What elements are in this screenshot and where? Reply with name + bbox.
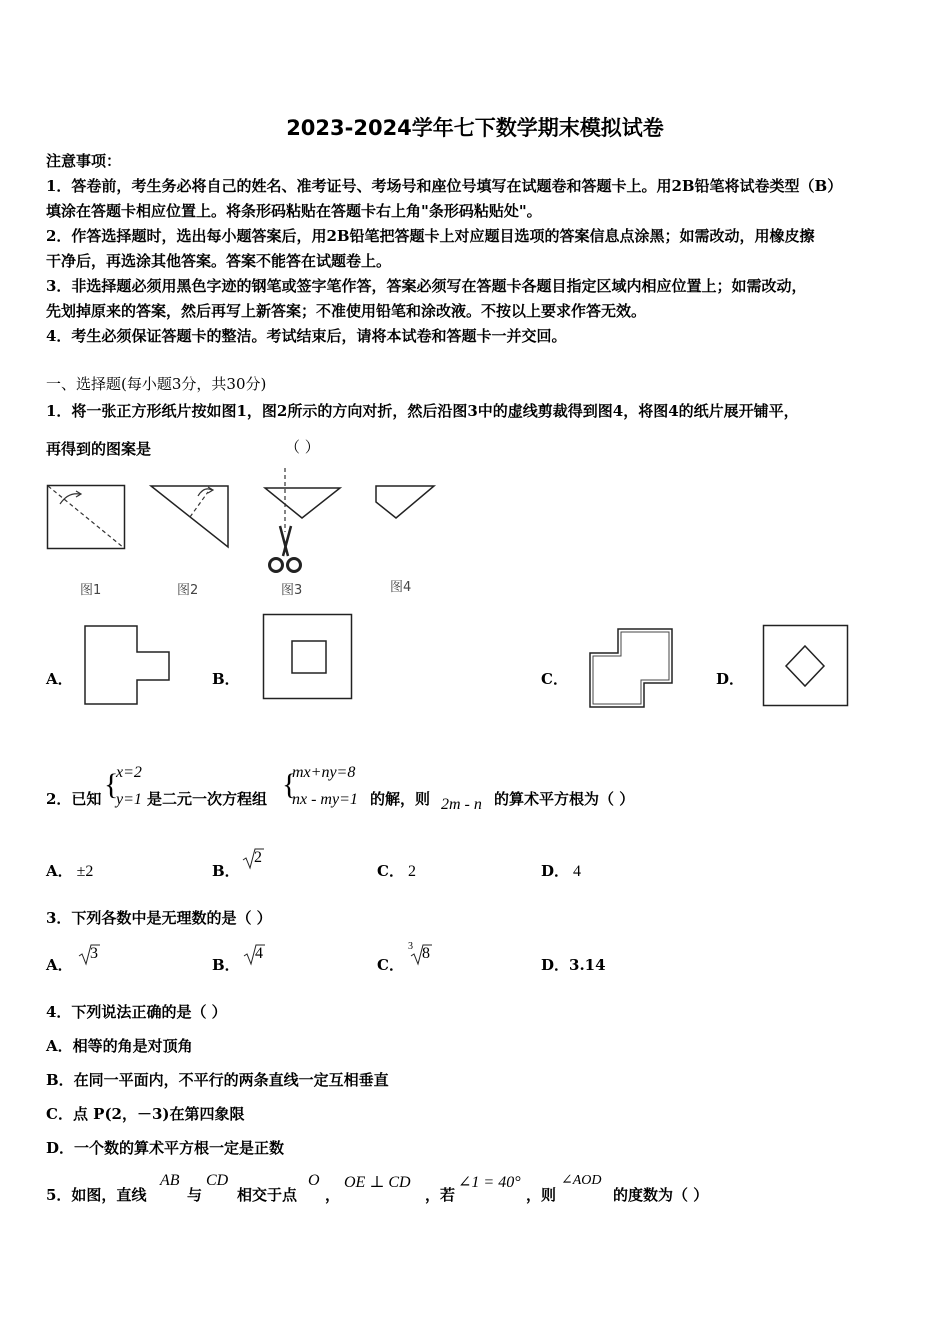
figure-3-label: 图3 — [281, 583, 303, 598]
q2-brace-2: { — [282, 768, 297, 801]
notice-line: 1．答卷前，考生务必将自己的姓名、准考证号、考场号和座位号填写在试题卷和答题卡上。用2B铅笔将试卷类型（B） — [46, 177, 843, 195]
q2-stem-start: 2．已知 — [46, 790, 102, 808]
q2-stem-end: 的算术平方根为（ ） — [494, 790, 635, 808]
q1-option-b-label[interactable]: B． — [212, 670, 240, 688]
q5-stem-start: 5．如图，直线 — [46, 1186, 147, 1204]
q2-equation-1: mx+ny=8 — [292, 764, 356, 781]
q5-angle-aod: ∠AOD — [561, 1173, 602, 1188]
q2-equation-2: nx - my=1 — [292, 791, 358, 808]
q2-option-d[interactable]: D． 4 — [541, 862, 582, 880]
q5-stem: ，则 — [526, 1186, 557, 1204]
q5-stem: 相交于点 — [237, 1186, 298, 1204]
q4-option-a[interactable]: A．相等的角是对顶角 — [46, 1037, 193, 1055]
q2-brace-1: { — [104, 768, 119, 801]
q3-stem: 3．下列各数中是无理数的是（ ） — [46, 909, 272, 927]
q5-point-o: O — [308, 1172, 320, 1189]
q5-line-ab: AB — [160, 1172, 180, 1189]
figure-2 — [150, 484, 232, 552]
section-heading: 一、选择题(每小题3分，共30分) — [46, 375, 267, 393]
q4-option-d[interactable]: D．一个数的算术平方根一定是正数 — [46, 1139, 285, 1157]
figure-4 — [374, 484, 438, 524]
q2-option-a[interactable]: A． ±2 — [46, 862, 94, 880]
q2-option-c[interactable]: C． 2 — [377, 862, 416, 880]
figure-4-label: 图4 — [390, 580, 412, 595]
figure-1-label: 图1 — [80, 583, 102, 598]
q3-option-d[interactable]: D．3.14 — [541, 956, 606, 974]
q3-option-a-label[interactable]: A． — [46, 956, 73, 974]
q1-option-d-figure[interactable] — [762, 624, 850, 708]
q1-option-c-label[interactable]: C． — [541, 670, 568, 688]
q1-option-b-figure[interactable] — [262, 613, 354, 701]
notice-line: 2．作答选择题时，选出每小题答案后，用2B铅笔把答题卡上对应题目选项的答案信息点涂黑；如需改动，用橡皮擦 — [46, 227, 815, 245]
figure-2-label: 图2 — [177, 583, 199, 598]
notice-line: 4．考生必须保证答题卡的整洁。考试结束后，请将本试卷和答题卡一并交回。 — [46, 327, 567, 345]
q1-answer-paren: （ ） — [285, 438, 320, 456]
notice-line: 填涂在答题卡相应位置上。将条形码粘贴在答题卡右上角"条形码粘贴处"。 — [46, 202, 542, 220]
q2-option-b-value[interactable]: 2 — [254, 849, 262, 866]
q1-option-d-label[interactable]: D． — [716, 670, 745, 688]
q2-stem-mid: 是二元一次方程组 — [147, 790, 268, 808]
q4-stem: 4．下列说法正确的是（ ） — [46, 1003, 227, 1021]
notice-heading: 注意事项： — [46, 152, 122, 170]
q5-perpendicular: OE ⊥ CD — [344, 1174, 411, 1191]
notice-line: 3．非选择题必须用黑色字迹的钢笔或签字笔作答，答案必须写在答题卡各题目指定区域内相应位置上；如需改动， — [46, 277, 807, 295]
q5-stem: ， — [325, 1186, 341, 1204]
q4-option-b[interactable]: B．在同一平面内，不平行的两条直线一定互相垂直 — [46, 1071, 389, 1089]
q2-stem-tail: 的解，则 — [370, 790, 431, 808]
q1-stem-2: 再得到的图案是 — [46, 440, 152, 458]
notice-line: 干净后，再选涂其他答案。答案不能答在试题卷上。 — [46, 252, 392, 270]
q2-solution-y: y=1 — [116, 791, 142, 808]
q3-option-c-label[interactable]: C． — [377, 956, 404, 974]
q3-option-c-value[interactable]: 8 — [422, 945, 430, 962]
q4-option-c[interactable]: C．点 P(2，－3)在第四象限 — [46, 1105, 245, 1123]
q5-stem-end: 的度数为（ ） — [613, 1186, 709, 1204]
q5-stem: 与 — [187, 1186, 203, 1204]
figure-1 — [46, 484, 128, 552]
q5-angle-1: ∠1 = 40° — [458, 1174, 521, 1191]
q1-stem: 1．将一张正方形纸片按如图1，图2所示的方向对折，然后沿图3中的虚线剪裁得到图4，将图4的纸片展开铺平， — [46, 402, 799, 420]
q1-option-c-figure[interactable] — [588, 627, 676, 711]
notice-line: 先划掉原来的答案，然后再写上新答案；不准使用铅笔和涂改液。不按以上要求作答无效。 — [46, 302, 647, 320]
q2-expression: 2m - n — [441, 796, 482, 813]
page-title: 2023-2024学年七下数学期末模拟试卷 — [286, 116, 664, 140]
q5-line-cd: CD — [206, 1172, 229, 1189]
q1-option-a-figure[interactable] — [83, 624, 173, 708]
q3-option-c-index: 3 — [408, 941, 413, 952]
q5-stem: ，若 — [425, 1186, 456, 1204]
q2-option-b-label[interactable]: B． — [212, 862, 240, 880]
q2-solution-x: x=2 — [116, 764, 142, 781]
q3-option-a-value[interactable]: 3 — [90, 945, 98, 962]
q3-option-b-label[interactable]: B． — [212, 956, 240, 974]
q3-option-b-value[interactable]: 4 — [255, 945, 263, 962]
q1-option-a-label[interactable]: A． — [46, 670, 73, 688]
figure-3 — [262, 468, 344, 578]
